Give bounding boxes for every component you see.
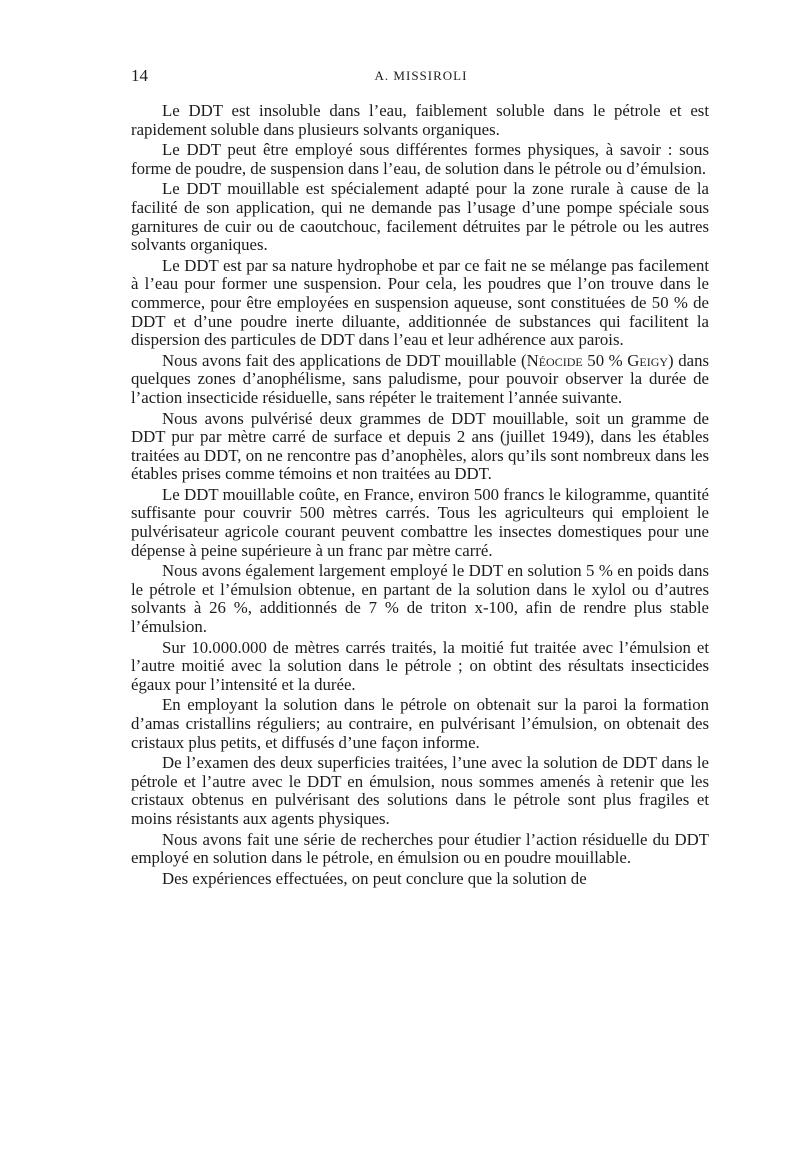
- paragraph-10: En employant la solution dans le pétrole on obtenait sur la paroi la formation d’amas cristallins réguliers; au contraire, en pulvérisant l’émulsion, on obtenait des cristaux plus petits, et diffusés d’une façon informe.: [131, 695, 709, 752]
- paragraph-5: [131, 352, 709, 408]
- paragraph-7: Le DDT mouillable coûte, en France, environ 500 francs le kilogramme, quantité suffisante pour couvrir 500 mètres carrés. Tous les agriculteurs qui emploient le pulvérisateur agricole courant peuvent combattre les insectes domestiques pour une dépense à peine supérieure à un franc par mètre carré.: [131, 484, 709, 560]
- manufacturer-name-geigy: Geigy: [627, 350, 669, 370]
- paragraph-8: Nous avons également largement employé le DDT en solution 5 % en poids dans le pétrole et l’émulsion obtenue, en partant de la solution dans le xylol ou d’autres solvants à 26 %, additionnés de 7 % de triton x-100, afin de rendre plus stable l’émulsion.: [131, 561, 709, 637]
- body-text: [131, 102, 709, 890]
- product-name-neocide: Néocide: [526, 350, 583, 370]
- paragraph-1: Le DDT est insoluble dans l’eau, faiblement soluble dans le pétrole et est rapidement soluble dans plusieurs solvants organiques.: [131, 101, 709, 139]
- paragraph-12: Nous avons fait une série de recherches pour étudier l’action résiduelle du DDT employé en solution dans le pétrole, en émulsion ou en poudre mouillable.: [131, 829, 709, 868]
- paragraph-13: Des expériences effectuées, on peut conclure que la solution de: [162, 868, 587, 888]
- paragraph-5-text-b: 50 %: [582, 350, 628, 370]
- page-number: 14: [131, 66, 148, 85]
- paragraph-2: Le DDT peut être employé sous différentes formes physiques, à savoir : sous forme de poudre, de suspension dans l’eau, de solution dans le pétrole ou d’émulsion.: [131, 140, 709, 178]
- paragraph-5-text-a: Nous avons fait des applications de DDT mouillable (: [162, 350, 527, 370]
- running-head-author: A. MISSIROLI: [374, 68, 468, 83]
- paragraph-9: Sur 10.000.000 de mètres carrés traités, la moitié fut traitée avec l’émulsion et l’autre moitié avec la solution dans le pétrole ; on obtint des résultats insecticides égaux pour l’intensité et la durée.: [131, 637, 709, 694]
- paragraph-5-text-c: ) dans quelques zones d’anophélisme, sans paludisme, pour pouvoir observer la durée de l’action insecticide résiduelle, sans répéter le traitement l’année suivante.: [131, 350, 709, 407]
- page-header: [131, 66, 711, 86]
- paragraph-6: Nous avons pulvérisé deux grammes de DDT mouillable, soit un gramme de DDT pur par mètre carré de surface et depuis 2 ans (juillet 1949), dans les étables traitées au DDT, on ne rencontre pas d’anophèles, alors qu’ils sont nombreux dans les étables prises comme témoins et non traitées au DDT.: [131, 408, 709, 484]
- paragraph-3: Le DDT mouillable est spécialement adapté pour la zone rurale à cause de la facilité de son application, qui ne demande pas l’usage d’une pompe spéciale sous garnitures de cuir ou de caoutchouc, facilement détruites par le pétrole ou les autres solvants organiques.: [131, 179, 709, 255]
- paragraph-4: Le DDT est par sa nature hydrophobe et par ce fait ne se mélange pas facilement à l’eau pour former une suspension. Pour cela, les poudres que l’on trouve dans le commerce, pour être employées en suspension aqueuse, sont constituées de 50 % de DDT et d’une poudre inerte diluante, additionnée de substances qui facilitent la dispersion des particules de DDT dans l’eau et leur adhérence aux parois.: [131, 255, 709, 350]
- paragraph-11: De l’examen des deux superficies traitées, l’une avec la solution de DDT dans le pétrole et l’autre avec le DDT en émulsion, nous sommes amenés à retenir que les cristaux obtenus en pulvérisant des solutions dans le pétrole sont plus fragiles et moins résistants aux agents physiques.: [131, 753, 709, 828]
